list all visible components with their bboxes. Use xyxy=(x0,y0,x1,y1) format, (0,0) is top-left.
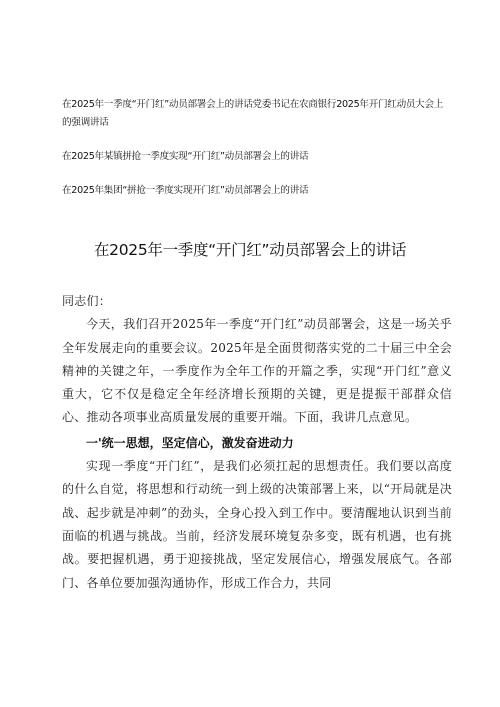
paragraph-intro: 今天，我们召开2025年一季度“开门红”动员部署会，这是一场关乎全年发展走向的重要会议。2025年是全面贯彻落实党的二十届三中全会精神的关键之年，一季度作为全年工作的开篇之季，实现“开门红”意义重大，它不仅是稳定全年经济增长预期的关键，更是提振干部群众信心、推动各项事业高质量发展的重要开端。下面，我讲几点意见。 xyxy=(62,317,452,425)
toc-item-3: 在2025年集团“拼抢一季度实现开门红”动员部署会上的讲话 xyxy=(62,185,309,196)
section-heading-1: 一'统一思想，坚定信心，激发奋进动力 xyxy=(86,435,294,450)
salutation: 同志们： xyxy=(62,294,112,308)
toc-item-2: 在2025年某镇拼抢一季度实现“开门红”动员部署会上的讲话 xyxy=(62,151,309,162)
document-title: 在2025年一季度“开门红”动员部署会上的讲话 xyxy=(93,241,407,259)
paragraph-section-1: 实现一季度“开门红”，是我们必须扛起的思想责任。我们要以高度的什么自觉，将思想和行动统一到上级的决策部署上来，以“开局就是决战、起步就是冲刺”的劲头，全身心投入到工作中。要清醒地认识到当前面临的机遇与挑战。当前，经济发展环境复杂多变，既有机遇，也有挑战。要把握机遇，勇于迎接挑战，坚定发展信心，增强发展底气。各部门、各单位要加强沟通协作，形成工作合力，共同 xyxy=(62,459,452,590)
toc-item-1: 在2025年一季度“开门红”动员部署会上的讲话党委书记在农商银行2025年开门红动员大会上的强调讲话 xyxy=(62,99,444,128)
table-of-contents xyxy=(62,96,447,216)
document-body xyxy=(62,290,452,595)
